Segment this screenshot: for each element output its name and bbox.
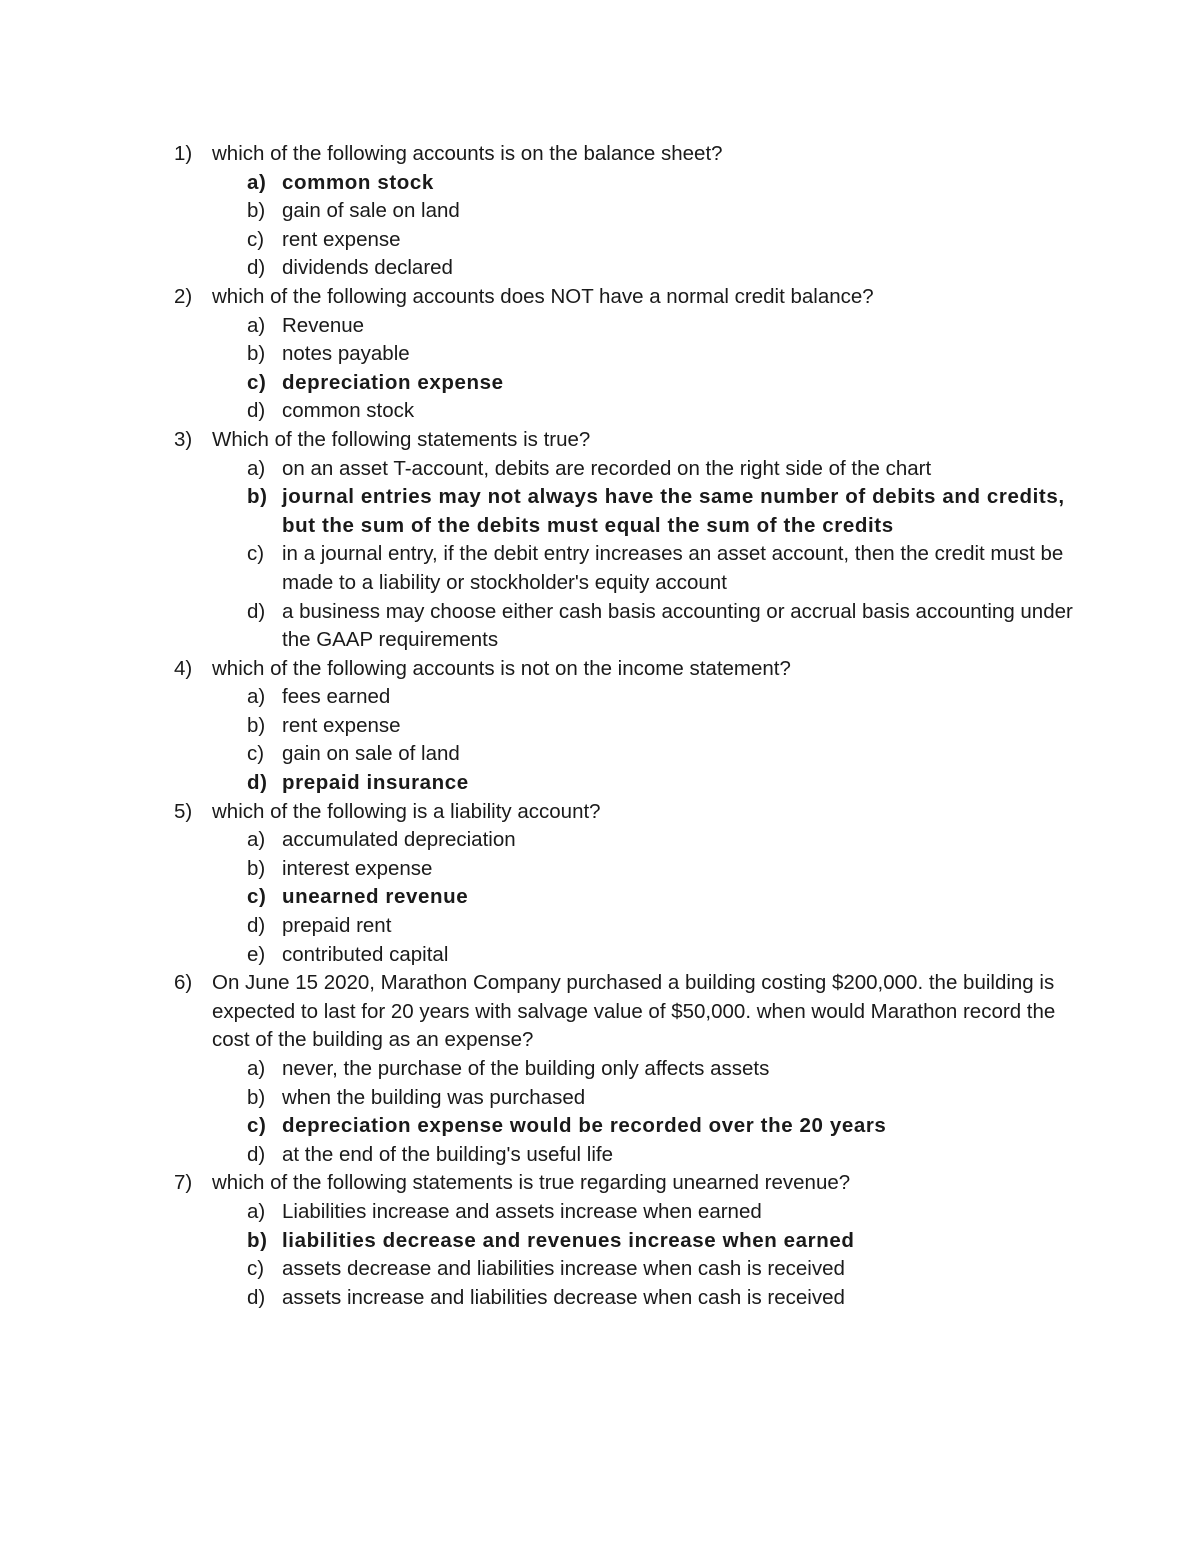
question-item [174,140,1074,283]
answer-option-correct [174,769,1074,798]
option-letter: b) [247,485,268,509]
option-letter: c) [247,542,265,566]
option-letter: a) [247,456,266,480]
answer-options [174,683,1074,797]
option-letter: d) [247,399,266,423]
answer-options [174,169,1074,283]
question-item [174,969,1074,1169]
option-text: interest expense [282,856,433,880]
option-text: assets increase and liabilities decrease when cash is received [282,1285,845,1309]
option-text: depreciation expense would be recorded over the 20 years [282,1114,887,1138]
question-number: 1) [174,142,193,165]
question-text: On June 15 2020, Marathon Company purchased a building costing $200,000. the building is expected to last for 20 years with salvage value of $50,000. when would Marathon record the cost of the building as an expense? [212,971,1056,1052]
option-text: prepaid rent [282,914,392,938]
question-item [174,1169,1074,1312]
question-number: 5) [174,799,193,823]
option-letter: c) [247,742,265,766]
answer-option [174,397,1074,426]
answer-options [174,1055,1074,1169]
option-text: gain of sale on land [282,199,460,223]
option-letter: c) [247,370,267,394]
option-text: Revenue [282,313,365,337]
answer-option [174,1055,1074,1084]
question-item [174,283,1074,426]
option-letter: c) [247,885,267,909]
option-letter: d) [247,1142,266,1166]
option-text: never, the purchase of the building only affects assets [282,1057,770,1080]
question-stem [174,283,1074,312]
question-item [174,655,1074,798]
option-text: in a journal entry, if the debit entry increases an asset account, then the credit must be made to a liability or stockholder's equity account [282,542,1064,594]
option-letter: d) [247,599,266,623]
option-text: when the building was purchased [282,1085,586,1109]
option-text: rent expense [282,227,401,251]
question-number: 7) [174,1171,193,1195]
answer-option [174,683,1074,712]
option-text: depreciation expense [282,370,504,394]
answer-option [174,540,1074,597]
option-letter: b) [247,1085,266,1109]
option-letter: e) [247,942,266,966]
option-letter: a) [247,1057,266,1080]
option-text: gain on sale of land [282,742,460,766]
answer-option [174,340,1074,369]
option-letter: c) [247,1114,267,1138]
option-text: Liabilities increase and assets increase when earned [282,1199,762,1223]
option-letter: b) [247,342,266,366]
answer-option [174,197,1074,226]
option-text: rent expense [282,713,401,737]
answer-options [174,455,1074,655]
option-letter: b) [247,199,266,223]
answer-option-correct [174,369,1074,398]
answer-option [174,826,1074,855]
question-number: 6) [174,971,193,995]
option-letter: c) [247,1257,265,1281]
option-letter: d) [247,771,268,795]
option-letter: a) [247,685,266,709]
option-letter: a) [247,170,267,194]
question-text: Which of the following statements is true? [212,427,591,451]
question-stem [174,655,1074,684]
answer-option [174,941,1074,970]
option-text: dividends declared [282,256,453,280]
option-text: contributed capital [282,942,449,966]
answer-option-correct [174,1112,1074,1141]
option-text: assets decrease and liabilities increase when cash is received [282,1257,845,1281]
question-stem [174,1169,1074,1198]
question-text: which of the following accounts is not on the income statement? [212,656,791,680]
answer-option [174,312,1074,341]
option-letter: a) [247,828,266,852]
question-item [174,798,1074,970]
option-letter: b) [247,1228,268,1252]
option-text: on an asset T-account, debits are recorded on the right side of the chart [282,456,932,480]
question-item [174,426,1074,655]
option-text: common stock [282,399,415,423]
answer-option [174,455,1074,484]
option-letter: b) [247,713,266,737]
answer-option-correct [174,169,1074,198]
question-text: which of the following statements is true regarding unearned revenue? [212,1171,851,1195]
option-letter: d) [247,256,266,280]
answer-option-correct [174,483,1074,540]
question-text: which of the following accounts is on the balance sheet? [212,142,723,165]
answer-option [174,740,1074,769]
question-list [174,140,1074,1312]
option-text: fees earned [282,685,391,709]
option-text: at the end of the building's useful life [282,1142,614,1166]
answer-option [174,254,1074,283]
option-text: a business may choose either cash basis accounting or accrual basis accounting under the GAAP requirements [282,599,1073,652]
option-letter: d) [247,1285,266,1309]
question-text: which of the following accounts does NOT have a normal credit balance? [212,284,874,308]
option-text: notes payable [282,342,410,366]
option-letter: d) [247,914,266,938]
option-letter: c) [247,227,265,251]
question-text: which of the following is a liability account? [212,799,601,823]
answer-options [174,826,1074,969]
answer-option-correct [174,883,1074,912]
option-text: journal entries may not always have the same number of debits and credits, but the sum of the debits must equal the sum of the credits [282,485,1065,537]
answer-options [174,312,1074,426]
answer-option [174,712,1074,741]
answer-option-correct [174,1227,1074,1256]
question-number: 4) [174,656,193,680]
question-number: 2) [174,284,193,308]
question-stem [174,798,1074,827]
question-number: 3) [174,427,193,451]
question-stem [174,969,1074,1055]
option-text: prepaid insurance [282,771,469,795]
answer-option [174,1198,1074,1227]
option-text: common stock [282,170,434,194]
answer-option [174,912,1074,941]
answer-option [174,1284,1074,1313]
answer-option [174,598,1074,655]
option-letter: a) [247,1199,266,1223]
answer-options [174,1198,1074,1312]
option-text: unearned revenue [282,885,469,909]
answer-option [174,1084,1074,1113]
question-stem [174,140,1074,169]
answer-option [174,1255,1074,1284]
option-text: accumulated depreciation [282,828,516,852]
option-letter: a) [247,313,266,337]
answer-option [174,226,1074,255]
option-text: liabilities decrease and revenues increase when earned [282,1228,855,1252]
question-stem [174,426,1074,455]
answer-option [174,855,1074,884]
answer-option [174,1141,1074,1170]
option-letter: b) [247,856,266,880]
